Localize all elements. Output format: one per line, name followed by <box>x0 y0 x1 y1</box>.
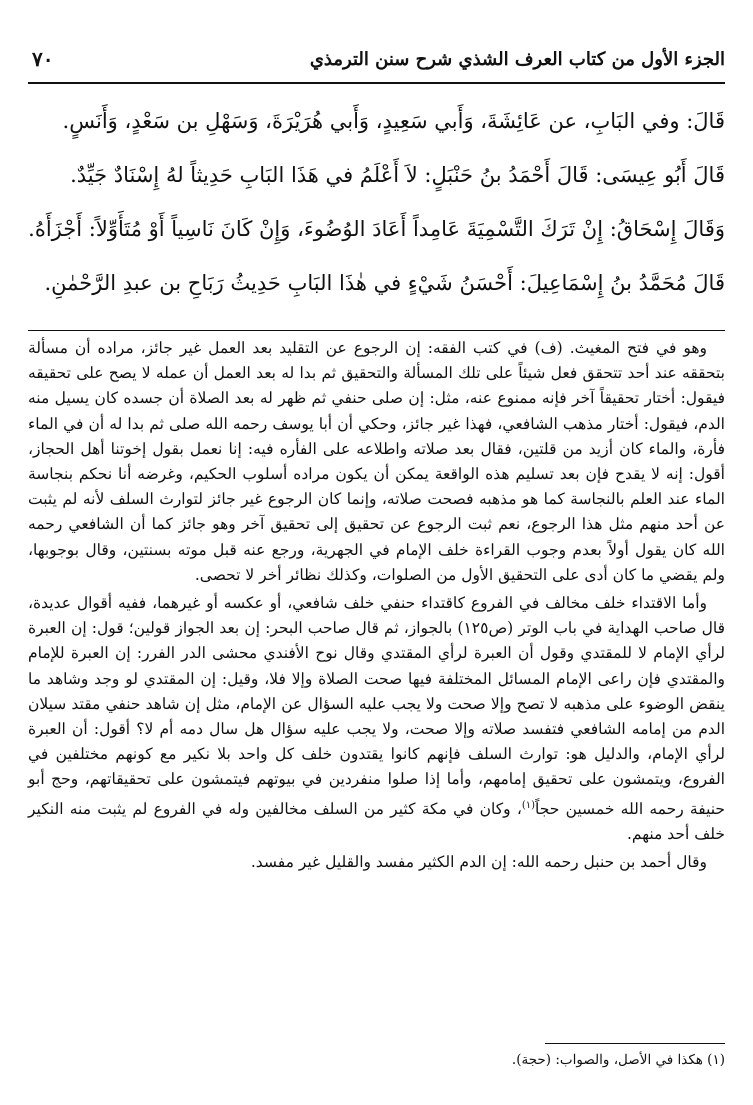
commentary-paragraph <box>28 591 725 847</box>
footnote-divider <box>545 1043 725 1044</box>
book-page <box>28 38 725 1088</box>
running-title: الجزء الأول من كتاب العرف الشذي شرح سنن الترمذي <box>309 48 725 70</box>
page-number: ٧٠ <box>32 47 54 71</box>
commentary-paragraph: وقال أحمد بن حنبل رحمه الله: إن الدم الكثير مفسد والقليل غير مفسد. <box>250 853 707 872</box>
footnote-marker: (١) <box>521 799 536 811</box>
commentary-paragraph: وهو في فتح المغيث. (ف) في كتب الفقه: إن الرجوع عن التقليد بعد العمل غير جائز، مراده أن مسألة بتحققه عند أحد تتحقق فعل شيئاً على تلك المسألة والتحقيق ثم بدا له بعد العمل أن عمله لا يصح على تحقيقه فيقول: أختار تحقيقاً آخر فإنه ممنوع عنه، مثل: إن صلى حنفي ثم ظهر له بعد الصلاة أن جسده كان يسيل منه الدم، فيقول: أختار مذهب الشافعي، فهذا غير جائز، وحكي أن أبا يوسف رحمه الله صلى ثم بدا له أن في الماء فأرة، والماء كان أزيد من قلتين، فقال بعد صلاته واطلاعه على الفأره فيه: إنا نعمل بقول إخوتنا أهل الحجاز، أقول: إنه لا يقدح فإن بعد تسليم هذه الواقعة يمكن أن يكون مراده أسلوب الحكيم، وغرضه أنا نحكم بنجاسة الماء عند العلم بالنجاسة كما هو مذهبه فصحت صلاته، وإنما كان الرجوع غير جائز لتوارث السلف لأنه لم يثبت عن أحد منهم مثل هذا الرجوع، نعم ثبت الرجوع عن تحقيق إلى تحقيق آخر وهو جائز كما أن الشافعي رحمه الله كان يقول أولاً بعدم وجوب القراءة خلف الإمام في الجهرية، ورجع عنه قبل موته بسنتين، وقال بوجوبها، ولم يقضي ما كان أدى على التحقيق الأول من الصلوات، وكذلك نظائر أخر لا تحصى. <box>28 339 725 584</box>
hadith-line: قَالَ: وفي البَابِ، عن عَائِشَةَ، وَأَبي سَعِيدٍ، وَأَبي هُرَيْرَةَ، وَسَهْلِ بن سَعْدٍ، وَأَنَسٍ. <box>62 109 725 133</box>
hadith-line: قَالَ مُحَمَّدُ بنُ إِسْمَاعِيلَ: أَحْسَنُ شَيْءٍ في هٰذَا البَابِ حَدِيثُ رَبَاحِ بن عبدِ الرَّحْمٰنِ. <box>44 271 725 295</box>
commentary-text: ، وكان في مكة كثير من السلف مخالفين وله في الفروع لم يثبت منه النكير خلف أحد منهم. <box>28 799 725 844</box>
hadith-text <box>28 94 725 326</box>
footnote: (١) هكذا في الأصل، والصواب: (حجة). <box>511 1052 725 1068</box>
hadith-line: وَقَالَ إِسْحَاقُ: إِنْ تَرَكَ التَّسْمِيَةَ عَامِداً أَعَادَ الوُضُوءَ، وَإِنْ كَانَ نَاسِياً أَوْ مُتَأَوِّلاً: أَجْزَأَهُ. <box>28 217 725 241</box>
commentary-text: وأما الاقتداء خلف مخالف في الفروع كاقتداء حنفي خلف شافعي، أو عكسه أو غيرهما، ففيه أقوال عديدة، قال صاحب الهداية في باب الوتر (ص١٢٥) بالجواز، ثم قال صاحب البحر: إن بعد الجواز قولين؛ قول: إن العبرة لرأي الإمام لا للمقتدي وقول أن العبرة لرأي المقتدي وقال نوح الأفندي محشى الدر الفرر: إن العبرة للإمام والمقتدي فإن راعى الإمام المسائل المختلفة فيها صحت الصلاة وإلا فلا، وقيل: إن المقتدي لو وجد وشاهد ما ينقض الوضوء على مذهبه لا تصح وإلا صحت ولا يجب عليه السؤال عن الإمام، مثل إن شاهد حنفي مقتد سيلان الدم من إمامه الشافعي فتفسد صلاته وإلا صحت، ولا يجب عليه سؤال هل سال دمه أم لا؟ أقول: أن العبرة لرأي الإمام، والدليل هو: توارث السلف فإنهم كانوا يقتدون خلف كل واحد بلا نكير مع كونهم مختلفين في الفروع، ويتمشون على تحقيق إمامهم، وأما إذا صلوا منفردين في بيوتهم فيتمشون على تحقيقاتهم، وحج أبو حنيفة رحمه الله خمسين حجاً <box>28 594 726 818</box>
header-rule <box>28 82 725 84</box>
hadith-line: قَالَ أَبُو عِيسَى: قَالَ أَحْمَدُ بنُ حَنْبَلٍ: لاَ أَعْلَمُ في هَذَا البَابِ حَدِيثاً لهُ إِسْنَادٌ جَيِّدٌ. <box>70 163 725 187</box>
section-divider <box>28 330 725 331</box>
commentary <box>28 336 725 1006</box>
page-header <box>28 38 725 80</box>
